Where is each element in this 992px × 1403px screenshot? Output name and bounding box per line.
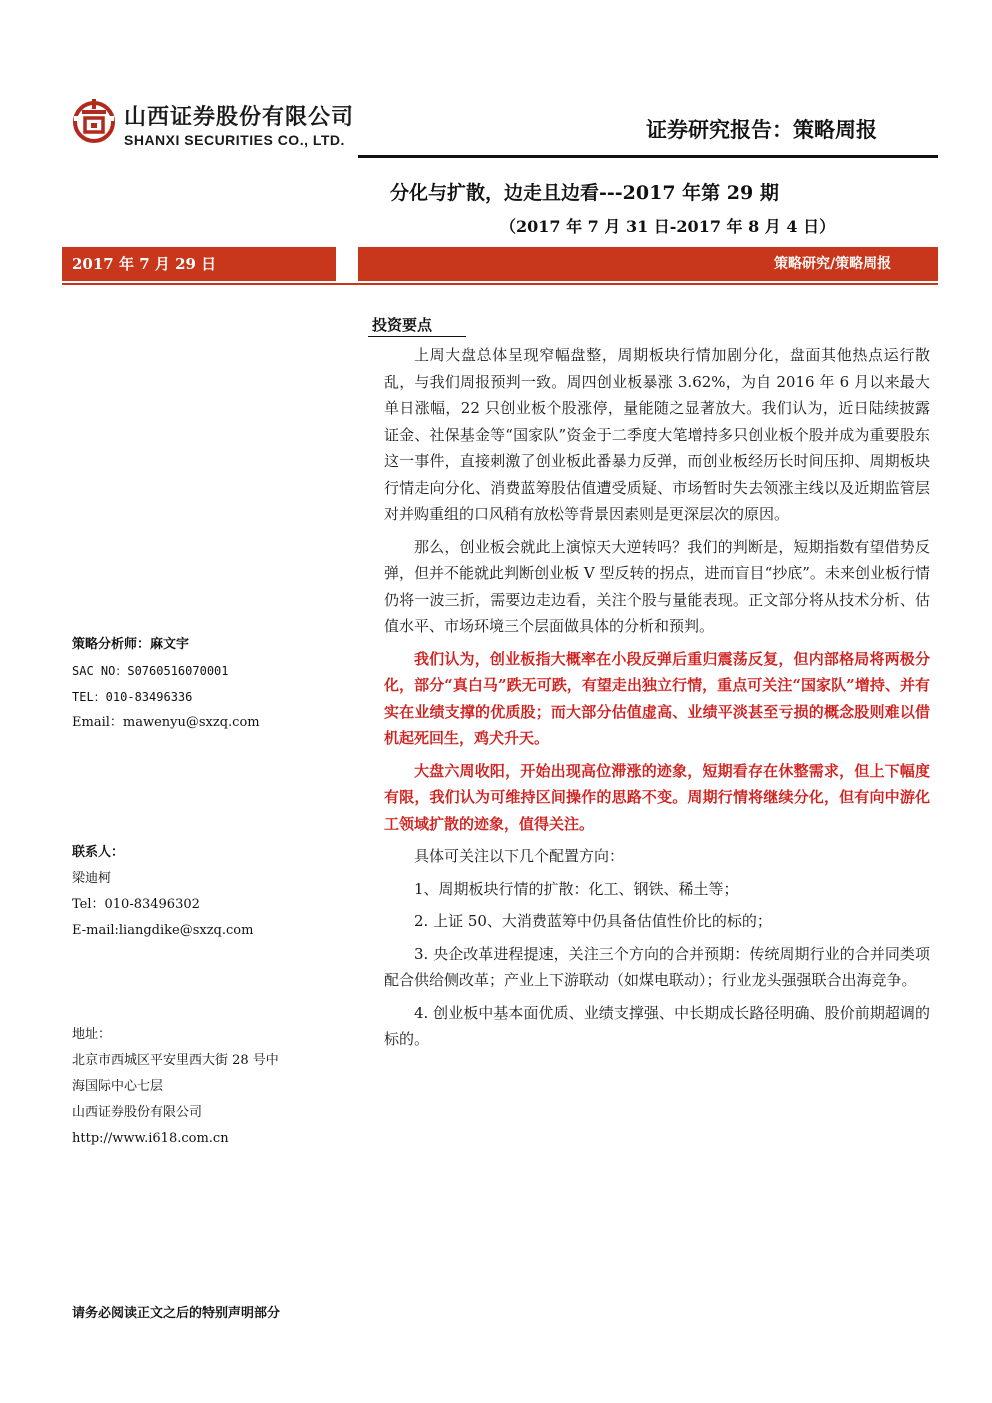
contact-tel: Tel：010-83496302 <box>72 897 200 912</box>
section-title: 投资要点 <box>372 316 433 334</box>
shanxi-securities-logo-icon <box>72 96 116 148</box>
main-body <box>384 342 930 1059</box>
report-category: 策略研究/策略周报 <box>774 256 892 272</box>
banner-underline <box>62 283 938 285</box>
address-line-2: 海国际中心七层 <box>72 1079 164 1094</box>
report-title: 分化与扩散，边走且边看---2017 年第 29 期 <box>390 182 779 204</box>
contact-name: 梁迪柯 <box>72 871 112 886</box>
body-paragraph: 上周大盘总体呈现窄幅盘整，周期板块行情加剧分化，盘面其他热点运行散乱，与我们周报预判一致。周四创业板暴涨 3.62%，为自 2016 年 6 月以来最大单日涨幅，22 只创业板个股涨停，量能随之显著放大。我们认为，近日陆续披露证金、社保基金等“国家队”资金于二季度大笔增持多只创业板个股并成为重要股东这一事件，直接刺激了创业板此番暴力反弹，而创业板经历长时间压抑、周期板块行情走向分化、消费蓝筹股估值遭受质疑、市场暂时失去领涨主线以及近期监管层对并购重组的口风稍有放松等背景因素则是更深层次的原因。 <box>384 346 930 523</box>
highlight-paragraph: 我们认为，创业板指大概率在小段反弹后重归震荡反复，但内部格局将两极分化，部分“真白马”跌无可跌，有望走出独立行情，重点可关注“国家队”增持、并有实在业绩支撑的优质股；而大部分估值虚高、业绩平淡甚至亏损的概念股则难以借机起死回生，鸡犬升天。 <box>384 649 930 747</box>
list-intro: 具体可关注以下几个配置方向： <box>414 847 625 865</box>
list-item: 4. 创业板中基本面优质、业绩支撑强、中长期成长路径明确、股价前期超调的标的。 <box>384 1003 930 1048</box>
list-item: 2. 上证 50、大消费蓝筹中仍具备估值性价比的标的； <box>414 912 772 930</box>
company-website[interactable]: http://www.i618.com.cn <box>72 1131 229 1146</box>
section-title-underline <box>368 336 466 337</box>
report-date: 2017 年 7 月 29 日 <box>72 255 217 273</box>
company-name-cn: 山西证券股份有限公司 <box>124 105 355 130</box>
address-line-3: 山西证券股份有限公司 <box>72 1105 203 1120</box>
company-name-en: SHANXI SECURITIES CO., LTD. <box>124 132 345 148</box>
analyst-tel: TEL：010-83496336 <box>72 690 193 704</box>
list-item: 3. 央企改革进程提速，关注三个方向的合并预期：传统周期行业的合并同类项配合供给侧改革；产业上下游联动（如煤电联动）；行业龙头强强联合出海竞争。 <box>384 944 930 989</box>
footer-notice: 请务必阅读正文之后的特别声明部分 <box>72 1306 281 1321</box>
body-paragraph: 那么，创业板会就此上演惊天大逆转吗？我们的判断是，短期指数有望借势反弹，但并不能就此判断创业板 V 型反转的拐点，进而盲目“抄底”。未来创业板行情仍将一波三折，需要边走边看，关注个股与量能表现。正文部分将从技术分析、估值水平、市场环境三个层面做具体的分析和预判。 <box>384 537 930 635</box>
contact-email[interactable]: E-mail:liangdike@sxzq.com <box>72 923 254 938</box>
address-label: 地址： <box>72 1027 112 1042</box>
report-type: 证券研究报告：策略周报 <box>646 118 877 142</box>
address-line-1: 北京市西城区平安里西大街 28 号中 <box>72 1053 279 1068</box>
report-period: （2017 年 7 月 31 日-2017 年 8 月 4 日） <box>500 217 836 236</box>
list-item: 1、周期板块行情的扩散：化工、钢铁、稀土等； <box>414 879 739 898</box>
analyst-sac: SAC NO：S0760516070001 <box>72 664 229 678</box>
contact-label: 联系人： <box>72 845 125 860</box>
analyst-label: 策略分析师：麻文宇 <box>72 637 190 652</box>
highlight-paragraph: 大盘六周收阳，开始出现高位滞涨的迹象，短期看存在休整需求，但上下幅度有限，我们认为可维持区间操作的思路不变。周期行情将继续分化，但有向中游化工领域扩散的迹象，值得关注。 <box>384 761 930 833</box>
header-divider <box>358 155 938 158</box>
analyst-email[interactable]: Email：mawenyu@sxzq.com <box>72 715 260 730</box>
